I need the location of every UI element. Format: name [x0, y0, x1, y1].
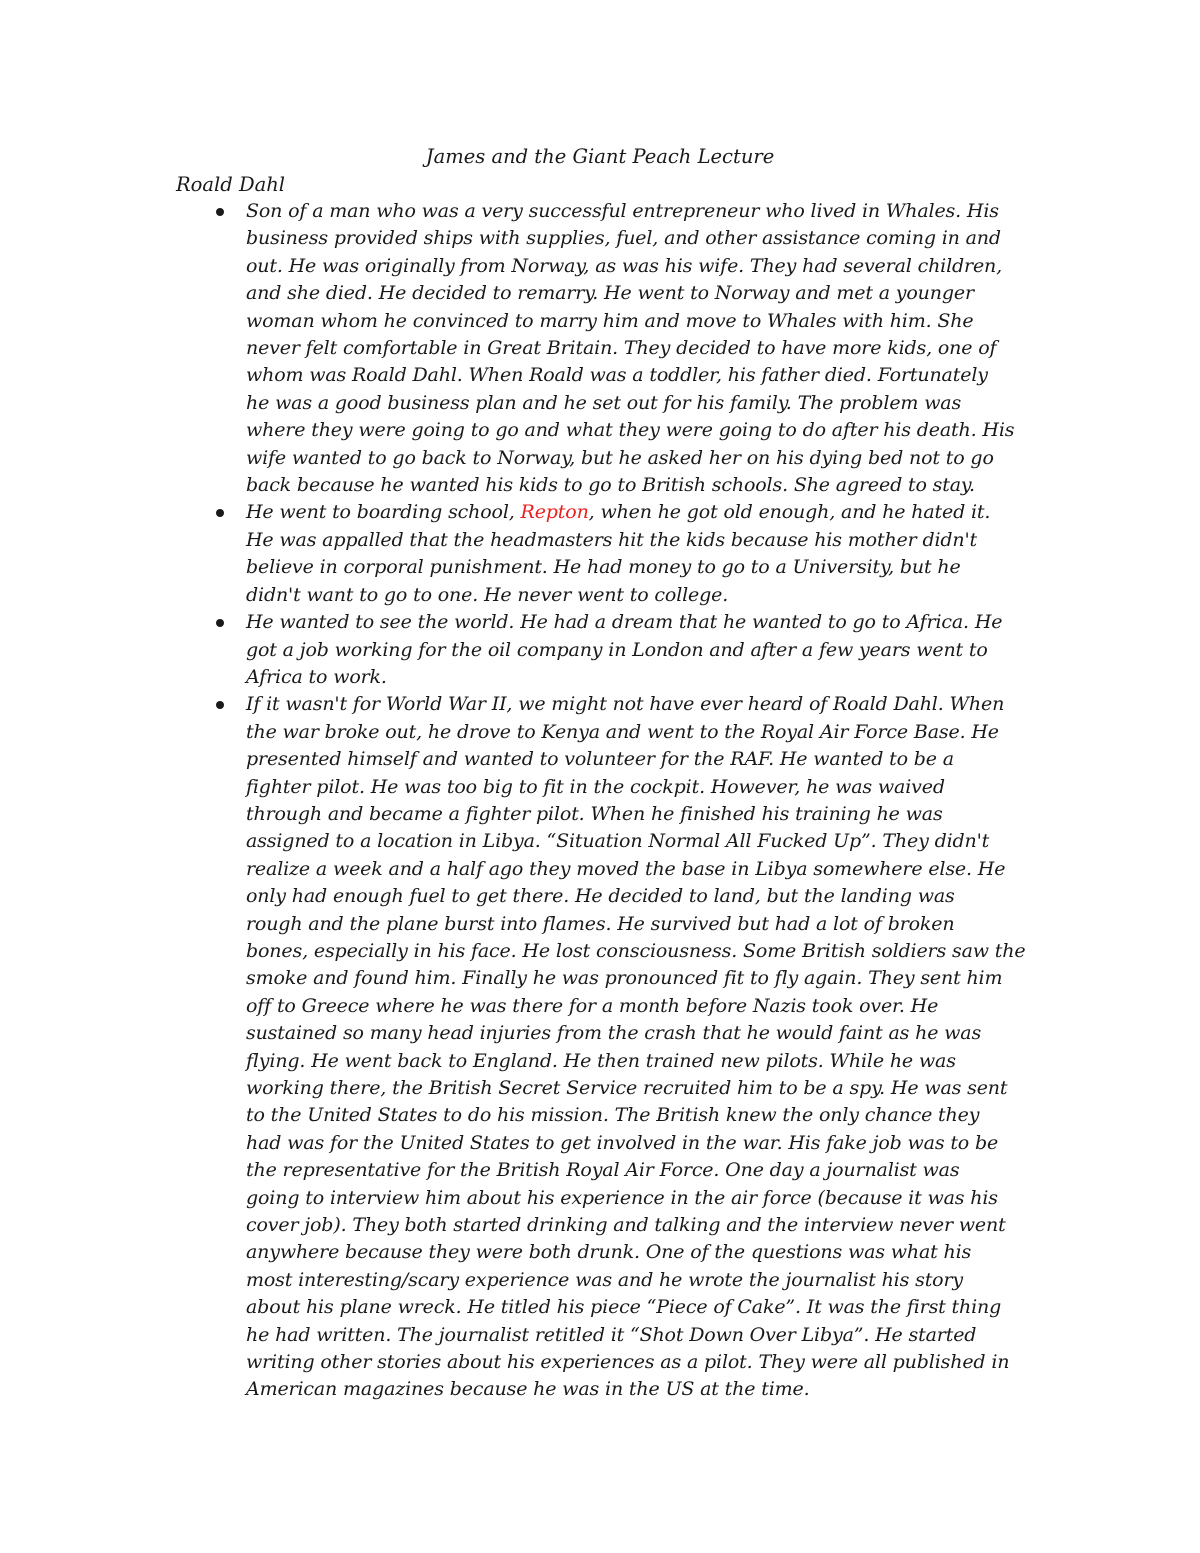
text-run: , when he got old enough, and he hated it. — [588, 501, 991, 524]
highlighted-school-name: Repton — [520, 501, 589, 524]
bullet-text — [246, 609, 1026, 691]
paragraph-line: woman whom he convinced to marry him and move to Whales with him. She — [246, 309, 974, 332]
bullet-item — [176, 691, 1026, 1404]
paragraph-line: realize a week and a half ago they moved the base in Libya somewhere else. He — [246, 857, 1006, 880]
paragraph-line: about his plane wreck. He titled his piece “Piece of Cake”. It was the first thing — [246, 1296, 1002, 1319]
paragraph-line: anywhere because they were both drunk. One of the questions was what his — [246, 1241, 972, 1264]
paragraph-line: whom was Roald Dahl. When Roald was a toddler, his father died. Fortunately — [246, 364, 988, 387]
paragraph-line: out. He was originally from Norway, as was his wife. They had several children, — [246, 254, 1003, 277]
section-heading: Roald Dahl — [176, 173, 286, 196]
paragraph-line: He was appalled that the headmasters hit the kids because his mother didn't — [246, 528, 978, 551]
document-title: James and the Giant Peach Lecture — [425, 145, 775, 168]
paragraph-line: American magazines because he was in the US at the time. — [246, 1378, 810, 1401]
paragraph-line: only had enough fuel to get there. He decided to land, but the landing was — [246, 885, 955, 908]
text-run: He went to boarding school, — [246, 501, 521, 524]
paragraph-line: to the United States to do his mission. The British knew the only chance they — [246, 1104, 980, 1127]
paragraph-line: wife wanted to go back to Norway, but he asked her on his dying bed not to go — [246, 446, 994, 469]
bullet-item — [176, 198, 1026, 499]
bullet-text — [246, 527, 1026, 609]
paragraph-line: He wanted to see the world. He had a dream that he wanted to go to Africa. He — [246, 611, 1003, 634]
paragraph-line — [246, 499, 1026, 526]
paragraph-line: where they were going to go and what they were going to do after his death. His — [246, 419, 1015, 442]
paragraph-line: rough and the plane burst into flames. He survived but had a lot of broken — [246, 912, 955, 935]
paragraph-line: the representative for the British Royal Air Force. One day a journalist was — [246, 1159, 960, 1182]
paragraph-line: If it wasn't for World War II, we might not have ever heard of Roald Dahl. When — [246, 693, 1005, 716]
paragraph-line: most interesting/scary experience was and he wrote the journalist his story — [246, 1268, 963, 1291]
paragraph-line: fighter pilot. He was too big to fit in the cockpit. However, he was waived — [246, 775, 945, 798]
bullet-icon — [216, 208, 224, 216]
bullet-icon — [216, 701, 224, 709]
bullet-list — [176, 198, 1026, 1404]
bullet-item — [176, 609, 1026, 691]
paragraph-line: writing other stories about his experiences as a pilot. They were all published in — [246, 1351, 1010, 1374]
paragraph-line: through and became a fighter pilot. When he finished his training he was — [246, 802, 943, 825]
paragraph-line: believe in corporal punishment. He had money to go to a University, but he — [246, 556, 961, 579]
bullet-text — [246, 198, 1026, 499]
paragraph-line: flying. He went back to England. He then trained new pilots. While he was — [246, 1049, 956, 1072]
paragraph-line: didn't want to go to one. He never went to college. — [246, 583, 729, 606]
paragraph-line: assigned to a location in Libya. “Situation Normal All Fucked Up”. They didn't — [246, 830, 990, 853]
paragraph-line: he had written. The journalist retitled it “Shot Down Over Libya”. He started — [246, 1323, 977, 1346]
bullet-icon — [216, 619, 224, 627]
paragraph-line: going to interview him about his experience in the air force (because it was his — [246, 1186, 998, 1209]
paragraph-line: working there, the British Secret Service recruited him to be a spy. He was sent — [246, 1077, 1008, 1099]
paragraph-line: Africa to work. — [246, 665, 387, 688]
paragraph-line: Son of a man who was a very successful entrepreneur who lived in Whales. His — [246, 200, 999, 222]
paragraph-line: off to Greece where he was there for a month before Nazis took over. He — [246, 994, 939, 1017]
paragraph-line: sustained so many head injuries from the crash that he would faint as he was — [246, 1022, 982, 1045]
paragraph-line: smoke and found him. Finally he was pronounced fit to fly again. They sent him — [246, 967, 1003, 990]
paragraph-line: cover job). They both started drinking and talking and the interview never went — [246, 1214, 1006, 1237]
paragraph-line: bones, especially in his face. He lost consciousness. Some British soldiers saw the — [246, 939, 1026, 962]
paragraph-line: he was a good business plan and he set out for his family. The problem was — [246, 391, 962, 414]
bullet-text — [246, 691, 1026, 1404]
paragraph-line: never felt comfortable in Great Britain. They decided to have more kids, one of — [246, 337, 997, 360]
paragraph-line: presented himself and wanted to volunteer for the RAF. He wanted to be a — [246, 748, 954, 771]
paragraph-line: the war broke out, he drove to Kenya and went to the Royal Air Force Base. He — [246, 720, 999, 743]
paragraph-line: business provided ships with supplies, fuel, and other assistance coming in and — [246, 227, 1001, 250]
bullet-item — [176, 499, 1026, 609]
paragraph-line: back because he wanted his kids to go to British schools. She agreed to stay. — [246, 474, 975, 497]
paragraph-line: got a job working for the oil company in London and after a few years went to — [246, 638, 988, 661]
paragraph-line: had was for the United States to get involved in the war. His fake job was to be — [246, 1131, 999, 1154]
paragraph-line: and she died. He decided to remarry. He went to Norway and met a younger — [246, 282, 974, 305]
bullet-icon — [216, 509, 224, 517]
